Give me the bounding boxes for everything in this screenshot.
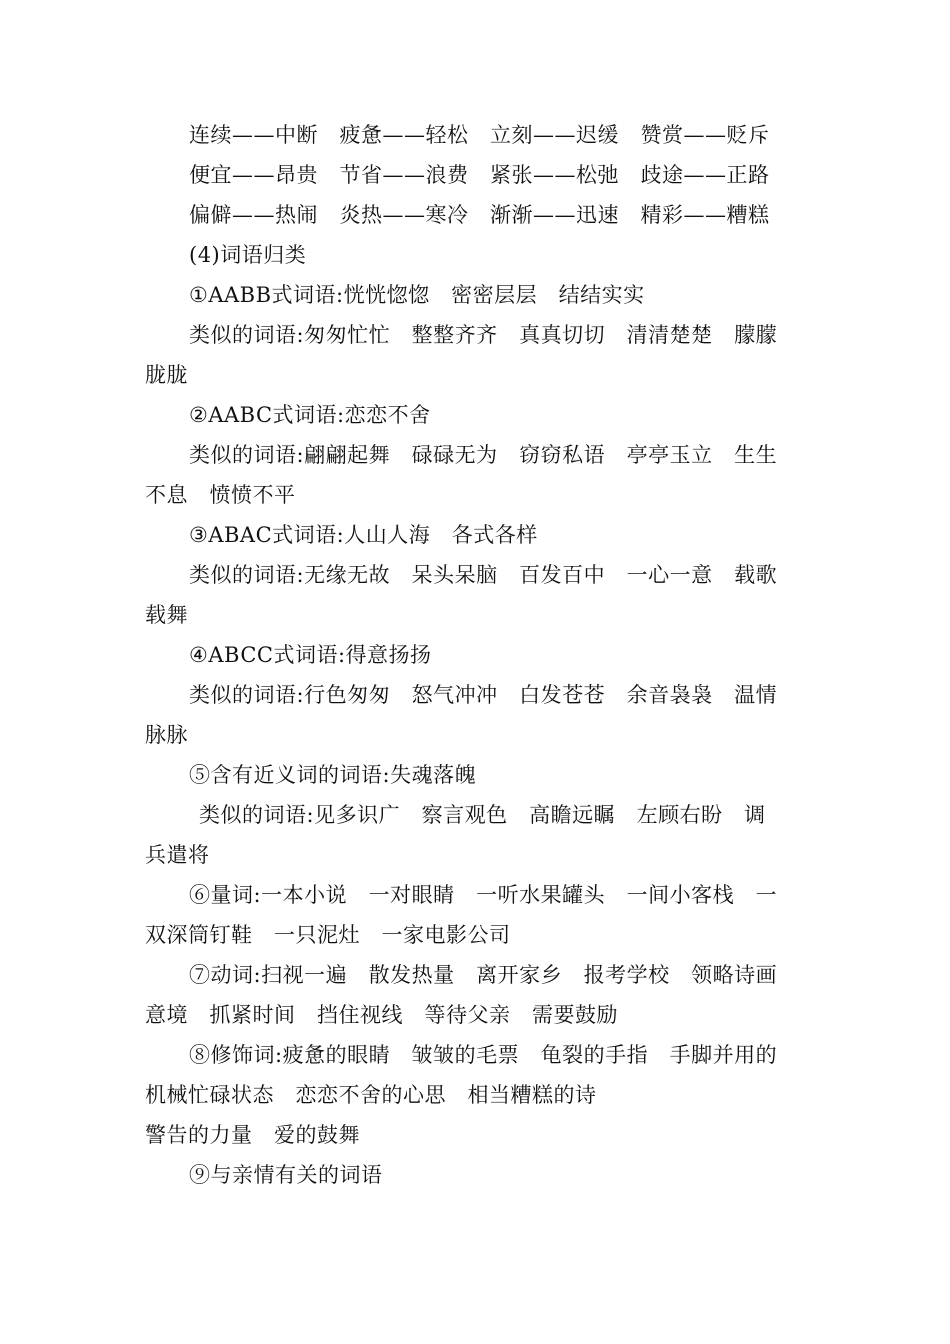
category-modifiers-cont: 机械忙碌状态 恋恋不舍的心思 相当糟糕的诗 — [145, 1083, 597, 1107]
category-abac: ③ABAC式词语:人山人海 各式各样 — [189, 523, 538, 547]
category-aabb-examples: 类似的词语:匆匆忙忙 整整齐齐 真真切切 清清楚楚 朦朦 — [189, 323, 778, 347]
category-family: ⑨与亲情有关的词语 — [189, 1163, 383, 1187]
category-measure-words-cont: 双深筒钉鞋 一只泥灶 一家电影公司 — [145, 923, 511, 947]
category-aabb: ①AABB式词语:恍恍惚惚 密密层层 结结实实 — [189, 283, 645, 307]
category-aabc-examples-cont: 不息 愤愤不平 — [145, 483, 296, 507]
category-verbs-cont: 意境 抓紧时间 挡住视线 等待父亲 需要鼓励 — [145, 1003, 618, 1027]
category-aabb-examples-cont: 胧胧 — [145, 363, 188, 387]
category-synonym-examples: 类似的词语:见多识广 察言观色 高瞻远瞩 左顾右盼 调 — [199, 803, 766, 827]
category-abac-examples: 类似的词语:无缘无故 呆头呆脑 百发百中 一心一意 载歌 — [189, 563, 778, 587]
category-abac-examples-cont: 载舞 — [145, 603, 188, 627]
category-modifiers: ⑧修饰词:疲惫的眼睛 皱皱的毛票 龟裂的手指 手脚并用的 — [189, 1043, 778, 1067]
category-synonym: ⑤含有近义词的词语:失魂落魄 — [189, 763, 477, 787]
antonym-line-3: 偏僻——热闹 炎热——寒冷 渐渐——迅速 精彩——糟糕 — [189, 203, 770, 227]
antonym-line-1: 连续——中断 疲惫——轻松 立刻——迟缓 赞赏——贬斥 — [189, 123, 770, 147]
category-synonym-examples-cont: 兵遣将 — [145, 843, 210, 867]
category-abcc-examples-cont: 脉脉 — [145, 723, 188, 747]
category-aabc: ②AABC式词语:恋恋不舍 — [189, 403, 431, 427]
category-measure-words: ⑥量词:一本小说 一对眼睛 一听水果罐头 一间小客栈 一 — [189, 883, 778, 907]
category-modifiers-cont-2: 警告的力量 爱的鼓舞 — [145, 1123, 360, 1147]
category-abcc-examples: 类似的词语:行色匆匆 怒气冲冲 白发苍苍 余音袅袅 温情 — [189, 683, 778, 707]
antonym-line-2: 便宜——昂贵 节省——浪费 紧张——松弛 歧途——正路 — [189, 163, 770, 187]
category-aabc-examples: 类似的词语:翩翩起舞 碌碌无为 窃窃私语 亭亭玉立 生生 — [189, 443, 778, 467]
section-heading: (4)词语归类 — [189, 243, 307, 267]
category-verbs: ⑦动词:扫视一遍 散发热量 离开家乡 报考学校 领略诗画 — [189, 963, 778, 987]
category-abcc: ④ABCC式词语:得意扬扬 — [189, 643, 432, 667]
